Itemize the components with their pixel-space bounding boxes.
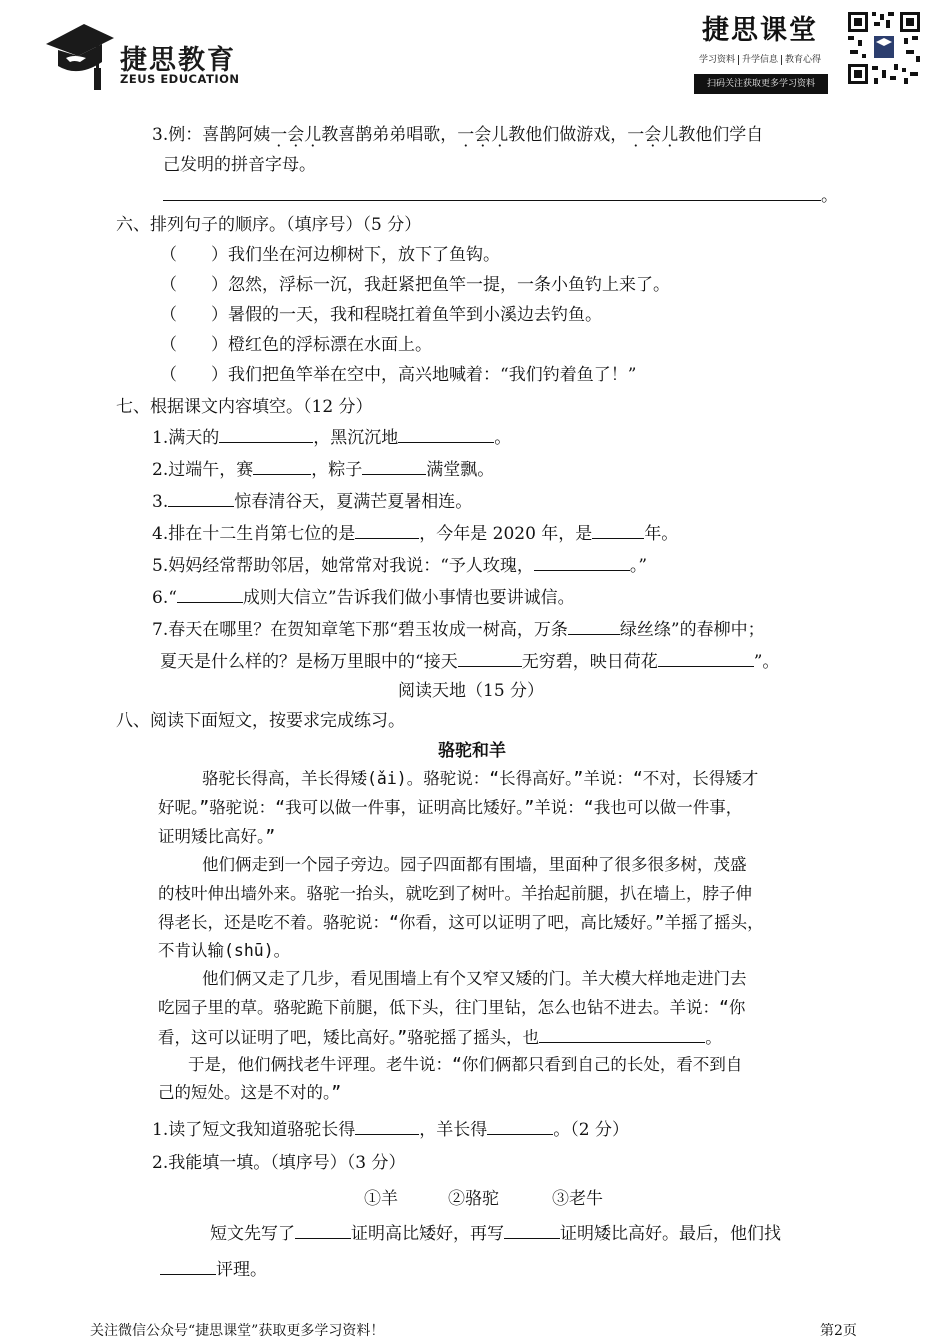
order-item-1[interactable]: （ ）我们坐在河边柳树下，放下了鱼钩。 bbox=[160, 245, 500, 265]
fill-q7-line1: 7.春天在哪里？在贺知章笔下那“碧玉妆成一树高，万条 绿丝绦”的春柳中； bbox=[152, 620, 765, 640]
logo-english-text: ZEUS EDUCATION bbox=[120, 72, 240, 86]
passage-p2-line4: 不肯认输(shū)。 bbox=[158, 941, 291, 960]
passage-p2-line1: 他们俩走到一个园子旁边。园子四面都有围墙，里面种了很多很多树，茂盛 bbox=[202, 855, 747, 874]
fill-q5: 5.妈妈经常帮助邻居，她常常对我说：“予人玫瑰， 。” bbox=[152, 556, 648, 576]
q3-answer-line[interactable]: 。 bbox=[163, 184, 838, 207]
exercise-1: 1.读了短文我知道骆驼长得 ，羊长得 。（2 分） bbox=[152, 1120, 629, 1140]
passage-p2-line3: 得老长，还是吃不着。骆驼说：“你看，这可以证明了吧，高比矮好。”羊摇了摇头， bbox=[158, 913, 764, 932]
section8-title: 八、阅读下面短文，按要求完成练习。 bbox=[116, 711, 405, 731]
fill-q7-line2: 夏天是什么样的？是杨万里眼中的“接天 无穷碧，映日荷花 ”。 bbox=[160, 652, 780, 672]
section6-title: 六、排列句子的顺序。（填序号）（5 分） bbox=[116, 215, 422, 235]
blank[interactable] bbox=[253, 458, 311, 475]
blank[interactable] bbox=[219, 426, 313, 443]
fill-q4: 4.排在十二生肖第七位的是 ，今年是 2020 年，是 年。 bbox=[152, 524, 679, 544]
passage-p1-line2: 好呢。”骆驼说：“我可以做一件事，证明高比矮好。”羊说：“我也可以做一件事， bbox=[158, 798, 743, 817]
blank[interactable] bbox=[592, 522, 644, 539]
footer-note: 关注微信公众号“捷思课堂”获取更多学习资料！ bbox=[90, 1323, 385, 1339]
blank[interactable] bbox=[504, 1222, 560, 1239]
passage-p3-line2: 吃园子里的草。骆驼跪下前腿，低下头，往门里钻，怎么也钻不进去。羊说：“你 bbox=[158, 998, 746, 1017]
logo-chinese-text: 捷思教育 bbox=[120, 45, 236, 76]
passage-p4-line2: 己的短处。这是不对的。” bbox=[158, 1083, 342, 1102]
fill-q3: 3. 惊春清谷天，夏满芒夏暑相连。 bbox=[152, 492, 473, 512]
blank[interactable] bbox=[487, 1118, 553, 1135]
brand-link-study[interactable]: 学习资料 bbox=[699, 55, 736, 65]
order-item-4[interactable]: （ ）橙红色的浮标漂在水面上。 bbox=[160, 335, 432, 355]
passage-p3-line1: 他们俩又走了几步，看见围墙上有个又窄又矮的门。羊大模大样地走进门去 bbox=[202, 969, 747, 988]
blank[interactable] bbox=[398, 426, 494, 443]
blank[interactable] bbox=[658, 650, 754, 667]
fill-q1: 1.满天的 ，黑沉沉地 。 bbox=[152, 428, 512, 448]
blank[interactable] bbox=[458, 650, 522, 667]
passage-p2-line2: 的枝叶伸出墙外来。骆驼一抬头，就吃到了树叶。羊抬起前腿，扒在墙上，脖子伸 bbox=[158, 884, 752, 903]
passage-p3-line3: 看，这可以证明了吧，矮比高好。”骆驼摇了摇头，也 。 bbox=[158, 1028, 722, 1047]
blank[interactable] bbox=[362, 458, 426, 475]
exercise-2-title: 2.我能填一填。（填序号）（3 分） bbox=[152, 1153, 406, 1173]
order-item-5[interactable]: （ ）我们把鱼竿举在空中，高兴地喊着：“我们钓着鱼了！” bbox=[160, 365, 637, 385]
option-ox: ③老牛 bbox=[552, 1189, 603, 1209]
brand-bar: 扫码关注获取更多学习资料 bbox=[694, 74, 828, 94]
blank[interactable] bbox=[355, 522, 419, 539]
exercise-2-line2: 评理。 bbox=[160, 1258, 267, 1281]
brand-link-admission[interactable]: 升学信息 bbox=[742, 55, 779, 65]
section7-title: 七、根据课文内容填空。（12 分） bbox=[116, 397, 373, 417]
passage-p1-line1: 骆驼长得高，羊长得矮(ǎi)。骆驼说：“长得高好。”羊说：“不对，长得矮才 bbox=[202, 769, 759, 788]
blank[interactable] bbox=[534, 554, 630, 571]
order-item-3[interactable]: （ ）暑假的一天，我和程晓扛着鱼竿到小溪边去钓鱼。 bbox=[160, 305, 602, 325]
blank[interactable] bbox=[355, 1118, 419, 1135]
blank[interactable] bbox=[539, 1026, 705, 1043]
page-number: 第2页 bbox=[820, 1323, 857, 1339]
brand-link-education[interactable]: 教育心得 bbox=[785, 55, 822, 65]
reading-heading: 阅读天地（15 分） bbox=[398, 681, 545, 701]
option-camel: ②骆驼 bbox=[448, 1189, 499, 1209]
blank[interactable] bbox=[177, 586, 243, 603]
q3-example-line2: 己发明的拼音字母。 bbox=[163, 155, 316, 175]
brand-title: 捷思课堂 bbox=[702, 15, 818, 46]
qr-code-icon[interactable] bbox=[846, 10, 922, 86]
fill-q2: 2.过端午，赛 ，粽子 满堂飘。 bbox=[152, 460, 495, 480]
option-sheep: ①羊 bbox=[364, 1189, 398, 1209]
blank[interactable] bbox=[295, 1222, 351, 1239]
passage-p1-line3: 证明矮比高好。” bbox=[158, 827, 276, 846]
brand-links bbox=[696, 52, 824, 65]
brand-block bbox=[694, 8, 830, 92]
passage-title: 骆驼和羊 bbox=[438, 741, 506, 761]
blank[interactable] bbox=[168, 490, 234, 507]
passage-p4-line1: 于是，他们俩找老牛评理。老牛说：“你们俩都只看到自己的长处，看不到自 bbox=[188, 1055, 743, 1074]
blank[interactable] bbox=[160, 1258, 216, 1275]
fill-q6: 6.“ 成则大信立”告诉我们做小事情也要讲诚信。 bbox=[152, 588, 575, 608]
blank[interactable] bbox=[568, 618, 620, 635]
graduation-cap-icon bbox=[44, 22, 114, 94]
q3-example-line1: 3.例：喜鹊阿姨一会儿教喜鹊弟弟唱歌，一会儿教他们做游戏，一会儿教他们学自 bbox=[152, 125, 764, 145]
exercise-2-line1: 短文先写了 证明高比矮好，再写 证明矮比高好。最后，他们找 bbox=[210, 1224, 781, 1244]
zeus-education-logo bbox=[44, 22, 244, 94]
order-item-2[interactable]: （ ）忽然，浮标一沉，我赶紧把鱼竿一提，一条小鱼钓上来了。 bbox=[160, 275, 670, 295]
